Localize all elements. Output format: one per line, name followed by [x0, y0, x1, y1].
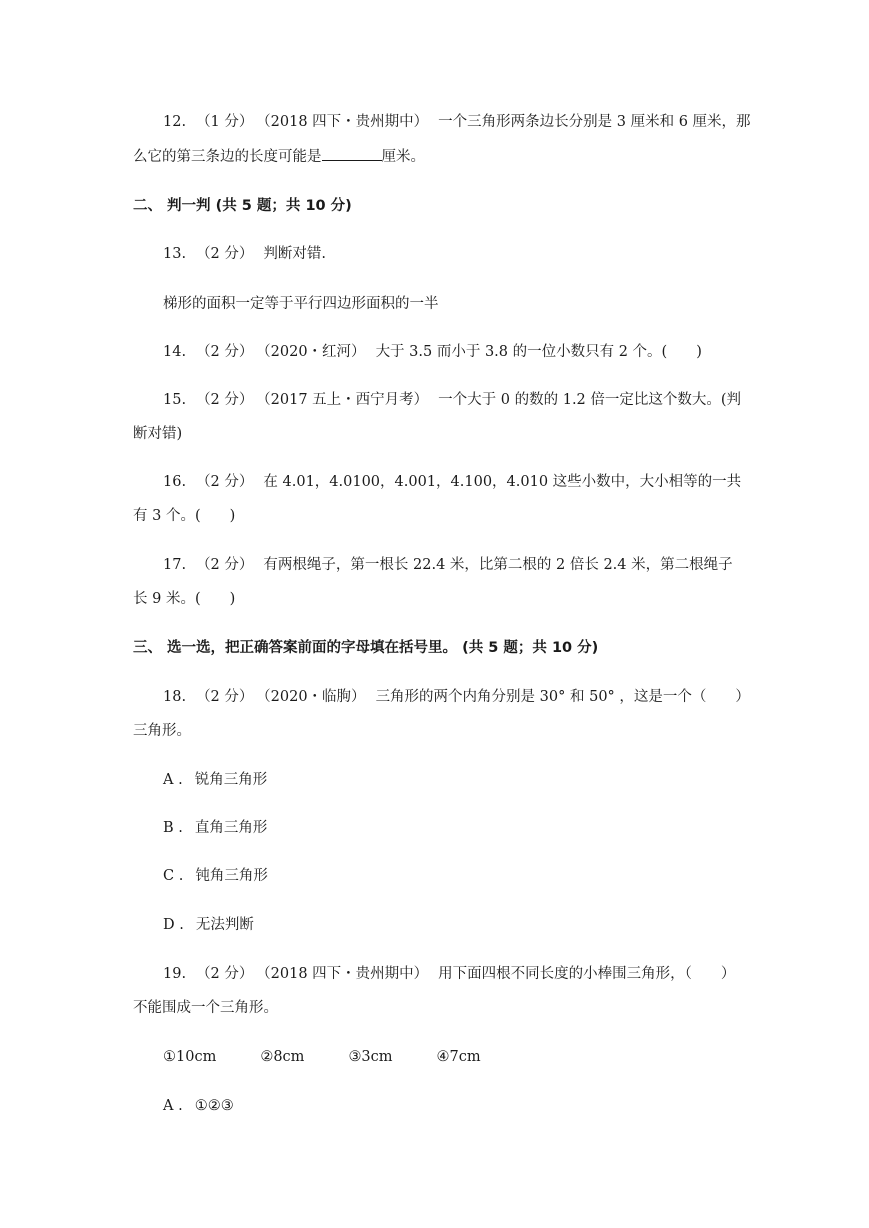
q18-option-c[interactable] [163, 866, 268, 886]
q17-line-1 [163, 555, 733, 575]
q12-line-2 [133, 146, 425, 167]
question-source: （2018 四下・贵州期中） [263, 966, 429, 982]
section-heading-2: 二、 判一判 (共 5 题；共 10 分) [133, 198, 352, 214]
question-source: （2018 四下・贵州期中） [263, 114, 429, 130]
stick-length: ②8cm [260, 1049, 305, 1065]
q16-line-2: 有 3 个。( ) [133, 508, 236, 524]
option-letter: B . [163, 820, 183, 836]
q18-line-2: 三角形。 [133, 723, 191, 739]
q19-stick-lengths [163, 1047, 525, 1067]
question-number: 15. [163, 392, 187, 408]
question-number: 18. [163, 689, 187, 705]
q17-line-2: 长 9 米。( ) [133, 591, 236, 607]
question-number: 12. [163, 114, 187, 130]
question-points: （2 分） [196, 966, 254, 982]
question-source: （2017 五上・西宁月考） [263, 392, 429, 408]
question-points: （2 分） [196, 392, 254, 408]
question-text: 有两根绳子，第一根长 22.4 米，比第二根的 2 倍长 2.4 米，第二根绳子 [263, 557, 733, 573]
question-text: 厘米。 [381, 149, 425, 165]
question-text: 么它的第三条边的长度可能是 [133, 149, 322, 165]
question-number: 16. [163, 474, 187, 490]
stick-length: ④7cm [436, 1049, 481, 1065]
question-text: 一个大于 0 的数的 1.2 倍一定比这个数大。(判 [438, 392, 742, 408]
q15-line-1 [163, 390, 741, 410]
question-text: 三角形的两个内角分别是 30° 和 50° ，这是一个（ ） [375, 689, 750, 705]
question-points: （2 分） [196, 246, 254, 262]
q14-line-1 [163, 342, 702, 362]
q13-statement: 梯形的面积一定等于平行四边形面积的一半 [163, 296, 439, 312]
q19-option-a[interactable] [163, 1096, 234, 1116]
stick-length: ③3cm [348, 1049, 393, 1065]
question-points: （1 分） [196, 114, 254, 130]
question-number: 19. [163, 966, 187, 982]
question-text: 大于 3.5 而小于 3.8 的一位小数只有 2 个。( ) [375, 344, 702, 360]
option-letter: A . [163, 1098, 183, 1114]
q18-line-1 [163, 687, 750, 707]
option-text: 无法判断 [195, 917, 254, 933]
option-text: ①②③ [194, 1098, 234, 1114]
option-letter: D . [163, 917, 184, 933]
q13-line-1 [163, 244, 326, 264]
q18-option-b[interactable] [163, 818, 267, 838]
option-text: 锐角三角形 [194, 772, 268, 788]
question-points: （2 分） [196, 689, 254, 705]
q18-option-a[interactable] [163, 770, 267, 790]
option-text: 直角三角形 [194, 820, 268, 836]
q18-option-d[interactable] [163, 915, 254, 935]
question-points: （2 分） [196, 344, 254, 360]
question-text: 用下面四根不同长度的小棒围三角形，（ ） [438, 966, 736, 982]
answer-blank[interactable] [322, 146, 382, 161]
option-text: 钝角三角形 [195, 868, 268, 884]
option-letter: A . [163, 772, 183, 788]
question-text: 判断对错. [263, 246, 327, 262]
question-number: 13. [163, 246, 187, 262]
question-source: （2020・临朐） [263, 689, 366, 705]
option-letter: C . [163, 868, 184, 884]
question-points: （2 分） [196, 474, 254, 490]
question-number: 17. [163, 557, 187, 573]
q16-line-1 [163, 472, 741, 492]
q19-line-2: 不能围成一个三角形。 [133, 1000, 278, 1016]
question-text: 在 4.01，4.0100，4.001，4.100，4.010 这些小数中，大小相等的一共 [263, 474, 742, 490]
question-text: 一个三角形两条边长分别是 3 厘米和 6 厘米，那 [438, 114, 751, 130]
stick-length: ①10cm [163, 1049, 217, 1065]
q12-line-1 [163, 112, 751, 132]
question-points: （2 分） [196, 557, 254, 573]
q15-line-2: 断对错) [133, 426, 183, 442]
question-number: 14. [163, 344, 187, 360]
question-source: （2020・红河） [263, 344, 366, 360]
section-heading-3: 三、 选一选，把正确答案前面的字母填在括号里。 (共 5 题；共 10 分) [133, 640, 599, 656]
q19-line-1 [163, 964, 735, 984]
